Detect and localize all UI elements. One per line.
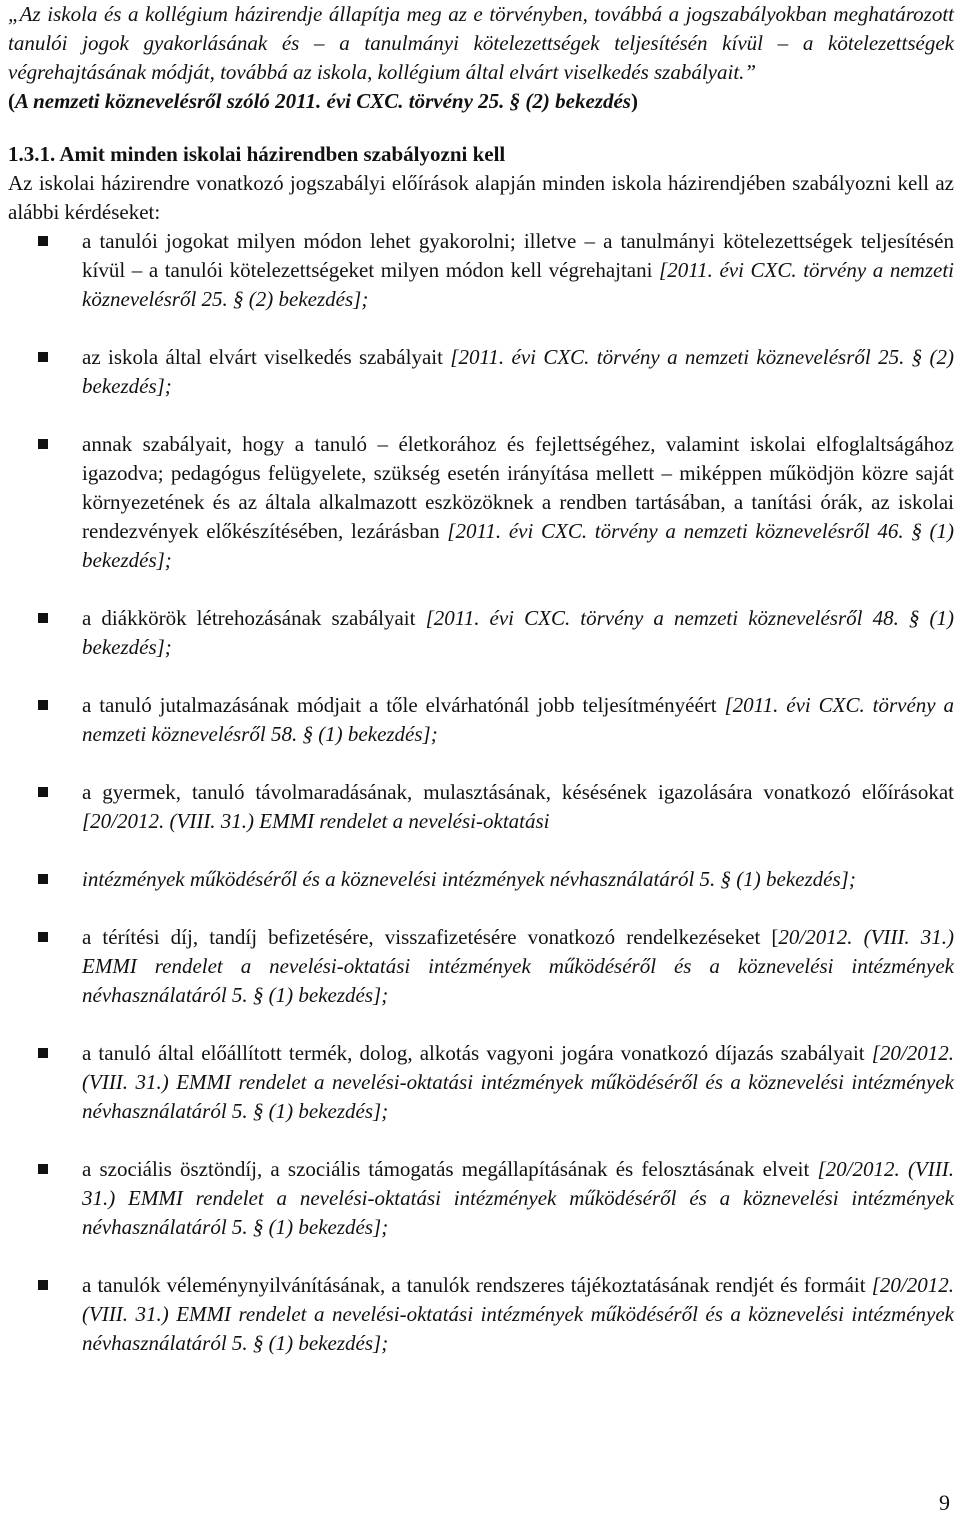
list-item	[8, 691, 954, 749]
section-heading: 1.3.1. Amit minden iskolai házirendben szabályozni kell	[8, 142, 506, 166]
bullet-square-icon	[38, 1164, 48, 1174]
page-number: 9	[939, 1490, 950, 1515]
list-item-text: a tanulók véleménynyilvánításának, a tanulók rendszeres tájékoztatásának rendjét és formáit	[82, 1273, 872, 1297]
list-item	[8, 865, 954, 894]
list-item	[8, 1155, 954, 1242]
intro-citation	[8, 87, 954, 116]
list-item-text: a tanuló által előállított termék, dolog, alkotás vagyoni jogára vonatkozó díjazás szabályait	[82, 1041, 872, 1065]
list-item-reference: [2011. évi CXC. törvény a nemzeti köznevelésről 58. § (1) bekezdés];	[82, 693, 954, 746]
intro-quote: „Az iskola és a kollégium házirendje állapítja meg az e törvényben, továbbá a jogszabályokban meghatározott tanulói jogok gyakorlásának és – a tanulmányi kötelezettségek teljesítésén kívül – a kötelezettségek végrehajtásának módját, továbbá az iskola, kollégium által elvárt viselkedés szabályait.”	[8, 2, 954, 84]
section-lead: Az iskolai házirendre vonatkozó jogszabályi előírások alapján minden iskola házirendjében szabályozni kell az alábbi kérdéseket:	[8, 171, 954, 224]
list-item-text: a szociális ösztöndíj, a szociális támogatás megállapításának és felosztásának elveit	[82, 1157, 818, 1181]
list-item-text: a térítési díj, tandíj befizetésére, visszafizetésére vonatkozó rendelkezéseket [	[82, 925, 779, 949]
list-item	[8, 923, 954, 1010]
list-item-text: az iskola által elvárt viselkedés szabályait	[82, 345, 451, 369]
list-item	[8, 227, 954, 314]
list-item-reference: 20/2012. (VIII. 31.) EMMI rendelet a nevelési-oktatási intézmények működéséről és a köznevelési intézmények névhasználatáról 5. § (1) bekezdés];	[82, 925, 954, 1007]
list-item-text: a tanulói jogokat milyen módon lehet gyakorolni; illetve – a tanulmányi kötelezettségek teljesítésén kívül – a tanulói kötelezettségeket milyen módon kell végrehajtani	[82, 229, 954, 282]
list-item	[8, 778, 954, 836]
list-item-reference: [20/2012. (VIII. 31.) EMMI rendelet a nevelési-oktatási intézmények működéséről és a köznevelési intézmények névhasználatáról 5. § (1) bekezdés];	[82, 1041, 954, 1123]
citation-text: A nemzeti köznevelésről szóló 2011. évi CXC. törvény 25. § (2) bekezdés	[15, 89, 631, 113]
list-item	[8, 1039, 954, 1126]
list-item-reference: [2011. évi CXC. törvény a nemzeti köznevelésről 25. § (2) bekezdés];	[82, 258, 954, 311]
bullet-square-icon	[38, 932, 48, 942]
citation-open: (	[8, 89, 15, 113]
list-item-text: a tanuló jutalmazásának módjait a tőle elvárhatónál jobb teljesítményéért	[82, 693, 725, 717]
list-item	[8, 604, 954, 662]
list-item-reference: [20/2012. (VIII. 31.) EMMI rendelet a nevelési-oktatási	[82, 809, 550, 833]
list-item-text: annak szabályait, hogy a tanuló – életkorához és fejlettségéhez, valamint iskolai elfoglaltságához igazodva; pedagógus felügyelete, szükség esetén irányítása mellett – miképpen működjön közre saját környezetének és az általa alkalmazott eszközöknek a rendben tartásában, a tanítási órák, az iskolai rendezvények előkészítésében, lezárásban	[82, 432, 954, 543]
bullet-square-icon	[38, 874, 48, 884]
list-item	[8, 430, 954, 575]
bullet-square-icon	[38, 613, 48, 623]
list-item	[8, 1271, 954, 1358]
bullet-square-icon	[38, 1280, 48, 1290]
bullet-square-icon	[38, 787, 48, 797]
list-item-reference: [2011. évi CXC. törvény a nemzeti köznevelésről 48. § (1) bekezdés];	[82, 606, 955, 659]
page-content	[8, 0, 954, 1358]
list-item	[8, 343, 954, 401]
bullet-square-icon	[38, 1048, 48, 1058]
bullet-square-icon	[38, 700, 48, 710]
list-item-reference: [2011. évi CXC. törvény a nemzeti köznevelésről 46. § (1) bekezdés];	[82, 519, 954, 572]
list-item-reference: [2011. évi CXC. törvény a nemzeti köznevelésről 25. § (2) bekezdés];	[82, 345, 954, 398]
bullet-square-icon	[38, 439, 48, 449]
bullet-square-icon	[38, 352, 48, 362]
bullet-square-icon	[38, 236, 48, 246]
rule-list	[8, 227, 954, 1358]
list-item-text: a diákkörök létrehozásának szabályait	[82, 606, 426, 630]
list-item-reference: [20/2012. (VIII. 31.) EMMI rendelet a nevelési-oktatási intézmények működéséről és a köznevelési intézmények névhasználatáról 5. § (1) bekezdés];	[82, 1157, 954, 1239]
citation-close: )	[630, 89, 638, 113]
list-item-reference: [20/2012. (VIII. 31.) EMMI rendelet a nevelési-oktatási intézmények működéséről és a köznevelési intézmények névhasználatáról 5. § (1) bekezdés];	[82, 1273, 954, 1355]
list-item-reference: intézmények működéséről és a köznevelési intézmények névhasználatáról 5. § (1) bekezdés];	[82, 867, 856, 891]
list-item-text: a gyermek, tanuló távolmaradásának, mulasztásának, késésének igazolására vonatkozó előírásokat	[82, 780, 954, 804]
